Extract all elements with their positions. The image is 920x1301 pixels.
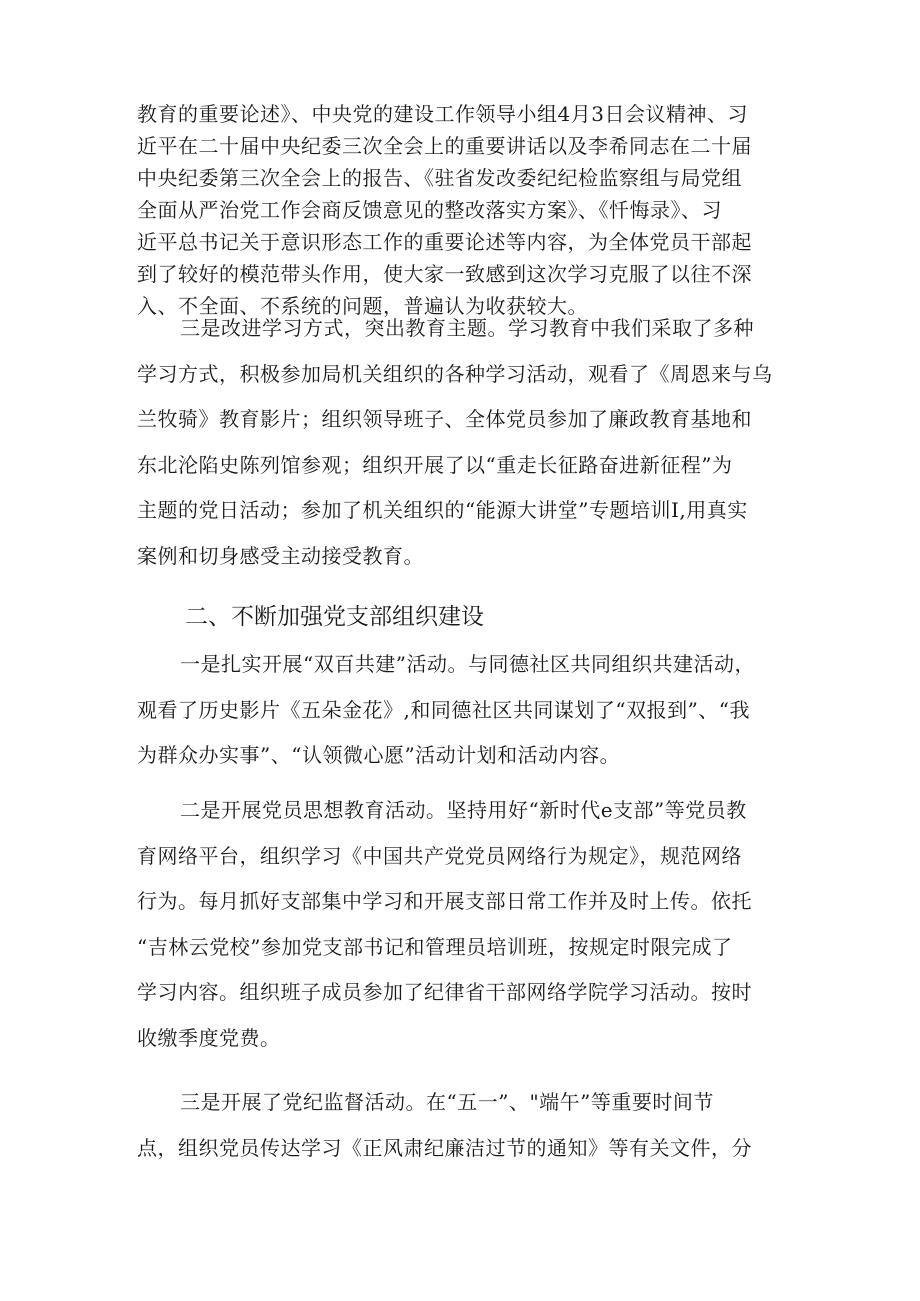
section-heading: 二、不断加强党支部组织建设	[185, 604, 484, 630]
paragraph-joint-building	[137, 642, 797, 779]
paragraph-line: 三是改进学习方式，突出教育主题。学习教育中我们采取了多种	[180, 316, 754, 340]
paragraph-line: 案例和切身感受主动接受教育。	[137, 543, 424, 568]
paragraph-line: 学习内容。组织班子成员参加了纪律省干部网络学院学习活动。按时	[137, 980, 752, 1004]
paragraph-line: 主题的党日活动；参加了机关组织的“能源大讲堂”专题培训I,用真实	[137, 498, 748, 522]
paragraph-study-methods	[137, 306, 797, 579]
paragraph-line: 三是开展了党纪监督活动。在“五一”、"端午”等重要时间节	[180, 1090, 714, 1114]
paragraph-line: 兰牧骑》教育影片；组织领导班子、全体党员参加了廉政教育基地和	[137, 407, 752, 431]
paragraph-line: 观看了历史影片《五朵金花》,和同德社区共同谋划了“双报到”、“我	[137, 697, 751, 722]
paragraph-line: 中央纪委第三次全会上的报告、《驻省发改委纪纪检监察组与局党组	[137, 166, 742, 190]
paragraph-line: 二是开展党员思想教育活动。坚持用好“新时代e支部”等党员教	[180, 798, 747, 822]
paragraph-line: 育网络平台，组织学习《中国共产党党员网络行为规定》，规范网络	[137, 843, 742, 868]
paragraph-line: 教育的重要论述》、中央党的建设工作领导小组4月3日会议精神、习	[137, 102, 748, 126]
paragraph-line: 近平总书记关于意识形态工作的重要论述等内容，为全体党员干部起	[137, 230, 752, 254]
paragraph-discipline-supervision	[137, 1080, 797, 1171]
paragraph-line: 近平在二十届中央纪委三次全会上的重要讲话以及李希同志在二十届	[137, 134, 752, 158]
paragraph-line: 收缴季度党费。	[137, 1025, 281, 1050]
paragraph-line: 为群众办实事”、“认领微心愿”活动计划和活动内容。	[137, 743, 621, 767]
paragraph-line: 学习方式，积极参加局机关组织的各种学习活动，观看了《周恩来与乌	[137, 361, 773, 386]
paragraph-line: 一是扎实开展“双百共建”活动。与同德社区共同组织共建活动，	[180, 652, 755, 676]
paragraph-line: 行为。每月抓好支部集中学习和开展支部日常工作并及时上传。依托	[137, 889, 752, 913]
paragraph-line: 到了较好的模范带头作用，使大家一致感到这次学习克服了以往不深	[137, 262, 752, 286]
paragraph-ideological-education	[137, 788, 797, 1061]
paragraph-line: 入、不全面、不系统的问题，普遍认为收获较大。	[137, 294, 588, 318]
paragraph-line: 全面从严治党工作会商反馈意见的整改落实方案》、《忏悔录》、习	[137, 198, 722, 222]
paragraph-study-content	[137, 98, 797, 322]
paragraph-line: “吉林云党校”参加党支部书记和管理员培训班，按规定时限完成了	[137, 934, 733, 959]
paragraph-line: 东北沦陷史陈列馆参观；组织开展了以“重走长征路奋进新征程”为	[137, 452, 733, 477]
paragraph-line: 点，组织党员传达学习《正风肃纪廉洁过节的通知》等有关文件，分	[137, 1135, 752, 1160]
